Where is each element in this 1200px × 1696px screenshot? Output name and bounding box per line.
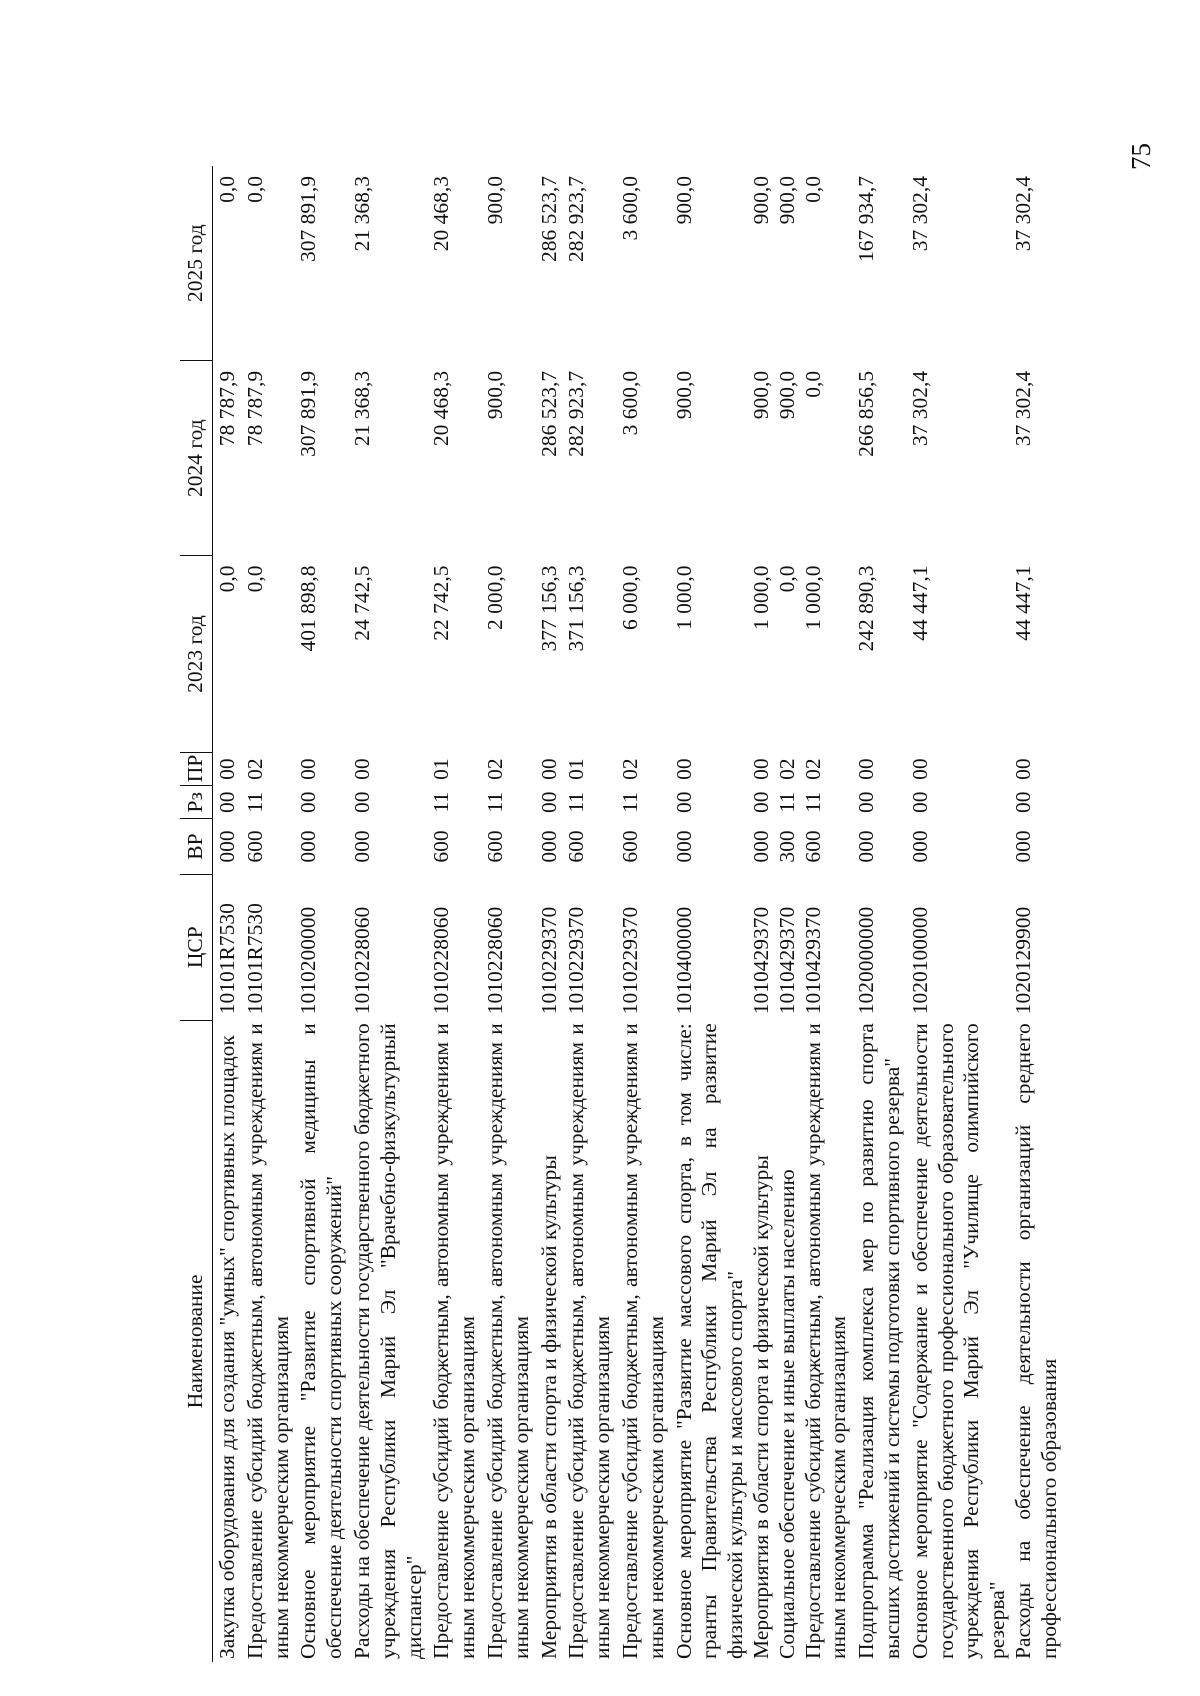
row-vr: 000 xyxy=(296,830,321,863)
row-value-2023: 24 742,5 xyxy=(349,565,374,641)
row-name: Основное мероприятие "Развитие массового спорта, в том числе: гранты Правительства Республики Марий Эл на развитие физической культуры и массового спорта" xyxy=(671,1023,748,1659)
row-value-2024: 900,0 xyxy=(671,370,696,420)
row-value-2024: 37 302,4 xyxy=(907,370,932,447)
row-value-2024: 900,0 xyxy=(774,370,799,420)
row-pr: 00 xyxy=(296,758,321,780)
row-vr: 000 xyxy=(907,830,932,863)
table-row xyxy=(906,166,1011,1662)
row-value-2023: 242 890,3 xyxy=(854,565,879,652)
row-rz: 11 xyxy=(429,791,454,813)
header-csr: ЦСР xyxy=(180,874,213,1020)
row-vr: 600 xyxy=(617,830,642,863)
row-pr: 02 xyxy=(482,758,507,780)
row-pr: 00 xyxy=(671,758,696,780)
row-value-2023: 44 447,1 xyxy=(1010,565,1035,641)
header-name: Наименование xyxy=(180,1020,213,1662)
row-name: Предоставление субсидий бюджетным, автономным учреждениям и иным некоммерческим организациям xyxy=(242,1023,293,1659)
row-vr: 600 xyxy=(564,830,589,863)
row-value-2025: 0,0 xyxy=(215,176,239,203)
row-rz: 00 xyxy=(671,791,696,814)
row-csr: 1010400000 xyxy=(671,906,696,1015)
row-pr: 02 xyxy=(774,758,799,780)
row-pr: 02 xyxy=(242,758,267,780)
page-number: 75 xyxy=(1126,143,1156,170)
row-vr: 600 xyxy=(482,830,507,863)
row-vr: 000 xyxy=(671,830,696,863)
row-value-2024: 78 787,9 xyxy=(242,370,267,447)
row-rz: 00 xyxy=(296,791,321,814)
row-pr: 00 xyxy=(215,758,239,780)
row-value-2024: 20 468,3 xyxy=(429,370,454,447)
row-name: Подпрограмма "Реализация комплекса мер по развитию спорта высших достижений и системы подготовки спортивного резерва" xyxy=(854,1023,904,1659)
table-row xyxy=(294,166,348,1662)
row-csr: 1010429370 xyxy=(800,906,825,1015)
row-value-2024: 286 523,7 xyxy=(536,370,561,457)
row-csr: 1020100000 xyxy=(907,906,932,1015)
row-csr: 1010229370 xyxy=(536,906,561,1015)
header-pr: ПР xyxy=(180,753,213,786)
row-rz: 00 xyxy=(349,791,374,814)
row-csr: 1010228060 xyxy=(482,906,507,1015)
table-body xyxy=(213,166,1063,1662)
table-row xyxy=(670,166,749,1662)
row-pr: 00 xyxy=(907,758,932,780)
row-rz: 00 xyxy=(536,791,561,814)
row-name: Предоставление субсидий бюджетным, автономным учреждениям и иным некоммерческим организациям xyxy=(429,1023,480,1659)
row-pr: 00 xyxy=(854,758,879,780)
row-csr: 10101R7530 xyxy=(215,903,239,1015)
row-name: Основное мероприятие "Содержание и обеспечение деятельности государственного бюджетного профессионального образовательного учреждения Республики Марий Эл "Училище олимпийского резерва" xyxy=(907,1023,1010,1659)
row-csr: 1020129900 xyxy=(1010,906,1035,1015)
header-2024: 2024 год xyxy=(180,361,213,556)
row-value-2023: 1 000,0 xyxy=(800,565,825,631)
row-value-2025: 0,0 xyxy=(800,176,825,203)
table-row xyxy=(535,166,563,1662)
row-vr: 000 xyxy=(215,830,239,863)
row-value-2024: 282 923,7 xyxy=(564,370,589,457)
row-value-2025: 37 302,4 xyxy=(907,176,932,252)
row-csr: 1010429370 xyxy=(748,906,773,1015)
row-value-2024: 266 856,5 xyxy=(854,370,879,457)
row-vr: 000 xyxy=(854,830,879,863)
row-rz: 11 xyxy=(482,791,507,813)
row-value-2024: 900,0 xyxy=(748,370,773,420)
row-csr: 1010200000 xyxy=(296,906,321,1015)
row-value-2023: 44 447,1 xyxy=(907,565,932,641)
row-rz: 11 xyxy=(242,791,267,813)
row-value-2025: 21 368,3 xyxy=(349,176,374,252)
row-vr: 300 xyxy=(774,830,799,863)
row-value-2024: 0,0 xyxy=(800,370,825,398)
row-csr: 1010229370 xyxy=(617,906,642,1015)
row-value-2025: 282 923,7 xyxy=(564,176,589,262)
table-row xyxy=(749,166,775,1662)
row-pr: 01 xyxy=(429,758,454,780)
row-value-2025: 20 468,3 xyxy=(429,176,454,252)
row-value-2024: 78 787,9 xyxy=(215,370,239,447)
row-rz: 00 xyxy=(748,791,773,814)
table-row xyxy=(241,166,295,1662)
row-value-2025: 37 302,4 xyxy=(1010,176,1035,252)
row-value-2023: 22 742,5 xyxy=(429,565,454,641)
table-row xyxy=(427,166,481,1662)
row-value-2025: 900,0 xyxy=(671,176,696,225)
row-value-2025: 3 600,0 xyxy=(617,176,642,241)
row-value-2023: 0,0 xyxy=(215,565,239,593)
table-row xyxy=(775,166,801,1662)
header-rz: Рз xyxy=(180,786,213,819)
rotated-page-content xyxy=(180,166,1061,1662)
table-row xyxy=(213,166,241,1662)
row-name: Предоставление субсидий бюджетным, автономным учреждениям и иным некоммерческим организациям xyxy=(482,1023,533,1659)
table-row xyxy=(616,166,670,1662)
row-vr: 000 xyxy=(349,830,374,863)
row-value-2024: 37 302,4 xyxy=(1010,370,1035,447)
table-header xyxy=(180,166,213,1662)
row-name: Предоставление субсидий бюджетным, автономным учреждениям и иным некоммерческим организациям xyxy=(564,1023,615,1659)
row-pr: 00 xyxy=(536,758,561,780)
row-pr: 01 xyxy=(564,758,589,780)
table-row xyxy=(481,166,535,1662)
row-value-2024: 21 368,3 xyxy=(349,370,374,447)
row-value-2025: 0,0 xyxy=(242,176,267,203)
row-value-2023: 377 156,3 xyxy=(536,565,561,652)
table-row xyxy=(852,166,906,1662)
header-2025: 2025 год xyxy=(180,166,213,361)
row-vr: 600 xyxy=(242,830,267,863)
table-row xyxy=(1011,166,1063,1662)
row-name: Мероприятия в области спорта и физической культуры xyxy=(748,1155,773,1659)
table-row xyxy=(348,166,427,1662)
row-value-2023: 0,0 xyxy=(242,565,267,593)
row-name: Расходы на обеспечение деятельности организаций среднего профессионального образования xyxy=(1010,1023,1061,1659)
row-name: Мероприятия в области спорта и физической культуры xyxy=(536,1155,561,1659)
row-csr: 1010429370 xyxy=(774,906,799,1015)
row-pr: 02 xyxy=(617,758,642,780)
row-value-2023: 1 000,0 xyxy=(671,565,696,631)
table-row xyxy=(562,166,616,1662)
row-name: Социальное обеспечение и иные выплаты населению xyxy=(774,1169,799,1659)
row-csr: 1010229370 xyxy=(564,906,589,1015)
row-value-2025: 286 523,7 xyxy=(536,176,561,262)
row-rz: 00 xyxy=(215,791,239,814)
row-value-2023: 2 000,0 xyxy=(482,565,507,631)
row-value-2023: 1 000,0 xyxy=(748,565,773,631)
row-name: Закупка оборудования для создания "умных" спортивных площадок xyxy=(215,1035,239,1659)
row-value-2023: 401 898,8 xyxy=(296,565,321,652)
row-pr: 00 xyxy=(1010,758,1035,780)
row-value-2025: 900,0 xyxy=(774,176,799,225)
row-name: Расходы на обеспечение деятельности государственного бюджетного учреждения Республики Марий Эл "Врачебно-физкультурный диспансер" xyxy=(349,1023,426,1659)
row-name: Основное мероприятие "Развитие спортивной медицины и обеспечение деятельности спортивных сооружений" xyxy=(296,1023,347,1659)
row-value-2024: 3 600,0 xyxy=(617,370,642,436)
row-vr: 000 xyxy=(1010,830,1035,863)
row-name: Предоставление субсидий бюджетным, автономным учреждениям и иным некоммерческим организациям xyxy=(617,1023,668,1659)
row-value-2025: 167 934,7 xyxy=(854,176,879,262)
row-name: Предоставление субсидий бюджетным, автономным учреждениям и иным некоммерческим организациям xyxy=(800,1023,851,1659)
row-csr: 10101R7530 xyxy=(242,903,267,1015)
row-value-2023: 0,0 xyxy=(774,565,799,593)
row-value-2023: 371 156,3 xyxy=(564,565,589,652)
row-vr: 000 xyxy=(536,830,561,863)
row-rz: 00 xyxy=(854,791,879,814)
row-value-2023: 6 000,0 xyxy=(617,565,642,631)
row-rz: 00 xyxy=(907,791,932,814)
row-pr: 00 xyxy=(748,758,773,780)
row-value-2025: 900,0 xyxy=(482,176,507,225)
budget-table xyxy=(180,166,1063,1662)
table-row xyxy=(801,166,853,1662)
row-value-2025: 307 891,9 xyxy=(296,176,321,262)
row-csr: 1020000000 xyxy=(854,906,879,1015)
row-value-2025: 900,0 xyxy=(748,176,773,225)
row-rz: 11 xyxy=(774,791,799,813)
row-rz: 11 xyxy=(800,791,825,813)
header-2023: 2023 год xyxy=(180,556,213,753)
row-value-2024: 900,0 xyxy=(482,370,507,420)
row-value-2024: 307 891,9 xyxy=(296,370,321,457)
row-vr: 000 xyxy=(748,830,773,863)
row-vr: 600 xyxy=(800,830,825,863)
row-vr: 600 xyxy=(429,830,454,863)
row-csr: 1010228060 xyxy=(429,906,454,1015)
header-vr: ВР xyxy=(180,819,213,874)
row-csr: 1010228060 xyxy=(349,906,374,1015)
row-rz: 00 xyxy=(1010,791,1035,814)
row-rz: 11 xyxy=(617,791,642,813)
row-rz: 11 xyxy=(564,791,589,813)
row-pr: 02 xyxy=(800,758,825,780)
row-pr: 00 xyxy=(349,758,374,780)
